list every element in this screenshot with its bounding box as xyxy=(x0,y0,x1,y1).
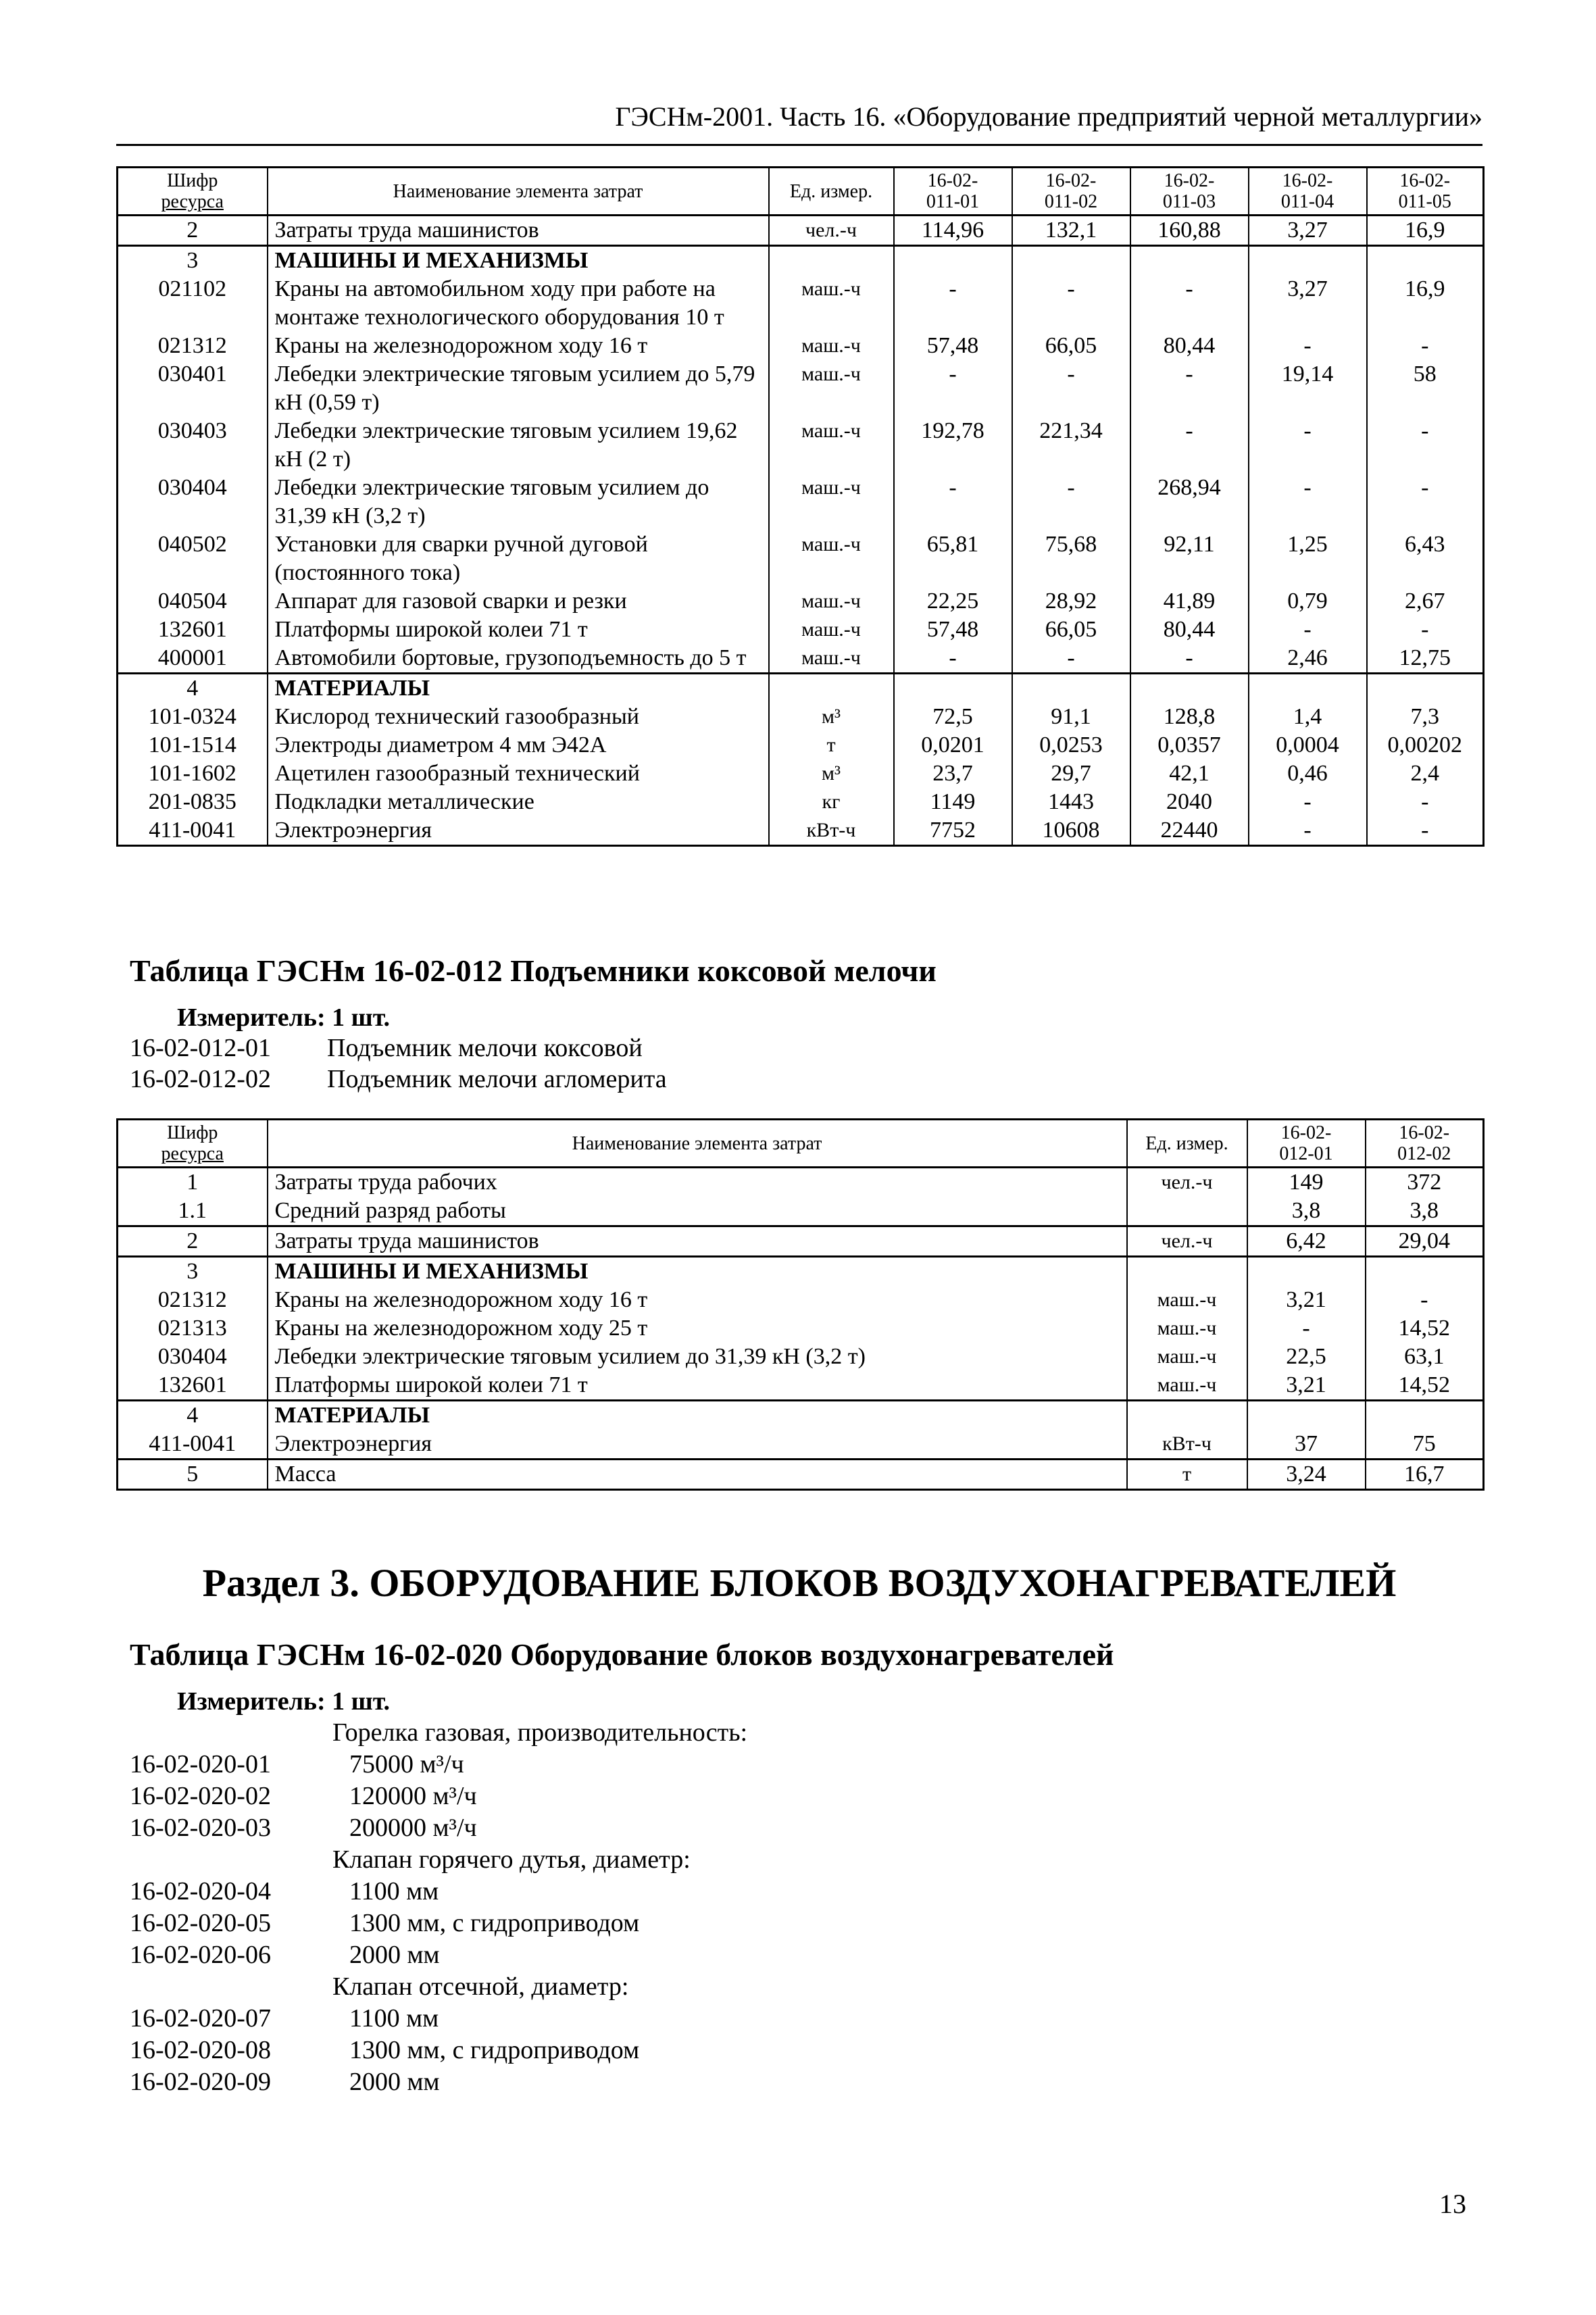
table-title: Таблица ГЭСНм 16-02-020 Оборудование блоков воздухонагревателей xyxy=(130,1637,1114,1672)
row-value: 0,0004 xyxy=(1249,731,1367,760)
row-unit: маш.-ч xyxy=(769,530,894,587)
row-unit: чел.-ч xyxy=(769,216,894,246)
row-unit: кг xyxy=(769,788,894,816)
list-item xyxy=(130,1939,941,1970)
row-code: 021313 xyxy=(118,1314,268,1343)
row-code: 201-0835 xyxy=(118,788,268,816)
row-value: 1,4 xyxy=(1249,703,1367,731)
row-code: 400001 xyxy=(118,644,268,674)
row-value: 57,48 xyxy=(894,616,1012,644)
table-row xyxy=(118,1371,1484,1401)
row-name: Установки для сварки ручной дуговой (постоянного тока) xyxy=(268,530,769,587)
row-value: 0,0357 xyxy=(1130,731,1249,760)
row-code: 101-0324 xyxy=(118,703,268,731)
row-code: 2 xyxy=(118,1226,268,1257)
header-rule xyxy=(116,144,1482,146)
list-item xyxy=(130,1749,941,1780)
row-value: 41,89 xyxy=(1130,587,1249,616)
row-value: 91,1 xyxy=(1012,703,1130,731)
row-value: 63,1 xyxy=(1366,1343,1484,1371)
table-row xyxy=(118,703,1484,731)
row-value: 3,8 xyxy=(1366,1197,1484,1226)
row-unit: чел.-ч xyxy=(1127,1226,1247,1257)
row-code: 4 xyxy=(118,674,268,703)
table-row xyxy=(118,216,1484,246)
row-unit: т xyxy=(769,731,894,760)
item-desc: 1300 мм, с гидроприводом xyxy=(349,2036,640,2064)
row-code: 411-0041 xyxy=(118,1430,268,1460)
table-row xyxy=(118,530,1484,587)
row-value xyxy=(894,246,1012,276)
row-value: 42,1 xyxy=(1130,760,1249,788)
row-value: - xyxy=(1249,816,1367,846)
row-value: 149 xyxy=(1247,1168,1366,1197)
row-value: 6,42 xyxy=(1247,1226,1366,1257)
table-row xyxy=(118,1430,1484,1460)
row-code: 5 xyxy=(118,1460,268,1490)
col-unit-header: Ед. измер. xyxy=(769,168,894,216)
col-name-header: Наименование элемента затрат xyxy=(268,1120,1127,1168)
row-unit: маш.-ч xyxy=(1127,1314,1247,1343)
row-unit: маш.-ч xyxy=(1127,1286,1247,1314)
list-item xyxy=(130,1064,941,1095)
row-unit: т xyxy=(1127,1460,1247,1490)
row-value: 0,0201 xyxy=(894,731,1012,760)
row-value: 3,21 xyxy=(1247,1371,1366,1401)
table-16-02-011 xyxy=(116,166,1485,847)
row-value: - xyxy=(1249,788,1367,816)
item-desc: 2000 мм xyxy=(349,2068,440,2096)
row-value: 128,8 xyxy=(1130,703,1249,731)
row-name: Краны на автомобильном ходу при работе на монтаже технологического оборудования 10 т xyxy=(268,275,769,332)
row-value: - xyxy=(1012,474,1130,530)
item-code: 16-02-020-06 xyxy=(130,1941,271,1969)
row-value: 0,00202 xyxy=(1367,731,1484,760)
row-value: - xyxy=(1367,474,1484,530)
row-unit xyxy=(1127,1401,1247,1430)
row-name: Краны на железнодорожном ходу 16 т xyxy=(268,332,769,360)
row-name: Лебедки электрические тяговым усилием до 5,79 кН (0,59 т) xyxy=(268,360,769,417)
col-norm-header: 16-02- 011-04 xyxy=(1249,168,1367,216)
row-value: 58 xyxy=(1367,360,1484,417)
row-name: Краны на железнодорожном ходу 25 т xyxy=(268,1314,1127,1343)
row-code: 2 xyxy=(118,216,268,246)
row-name: Платформы широкой колеи 71 т xyxy=(268,1371,1127,1401)
table-row xyxy=(118,474,1484,530)
row-code: 021312 xyxy=(118,332,268,360)
row-value: - xyxy=(1367,788,1484,816)
row-unit: маш.-ч xyxy=(769,587,894,616)
row-code: 3 xyxy=(118,1257,268,1287)
row-unit: кВт-ч xyxy=(769,816,894,846)
row-value: 22,5 xyxy=(1247,1343,1366,1371)
item-desc: Подъемник мелочи коксовой xyxy=(327,1034,643,1062)
row-value: 3,21 xyxy=(1247,1286,1366,1314)
row-code: 030404 xyxy=(118,1343,268,1371)
row-value: 1149 xyxy=(894,788,1012,816)
row-name: Затраты труда машинистов xyxy=(268,216,769,246)
row-value: - xyxy=(1012,644,1130,674)
row-value: 114,96 xyxy=(894,216,1012,246)
row-unit: маш.-ч xyxy=(769,275,894,332)
row-code: 030404 xyxy=(118,474,268,530)
row-name: Масса xyxy=(268,1460,1127,1490)
row-value xyxy=(1249,674,1367,703)
row-value: 80,44 xyxy=(1130,332,1249,360)
row-name: МАТЕРИАЛЫ xyxy=(268,674,769,703)
item-code: 16-02-012-01 xyxy=(130,1034,271,1062)
group-heading: Клапан горячего дутья, диаметр: xyxy=(332,1845,691,1874)
row-value xyxy=(894,674,1012,703)
item-desc: Подъемник мелочи агломерита xyxy=(327,1065,667,1093)
row-value xyxy=(1012,246,1130,276)
item-desc: 120000 м³/ч xyxy=(349,1782,477,1810)
row-value xyxy=(1012,674,1130,703)
row-value: 16,9 xyxy=(1367,216,1484,246)
row-value: 1,25 xyxy=(1249,530,1367,587)
row-value: 16,7 xyxy=(1366,1460,1484,1490)
row-value: 92,11 xyxy=(1130,530,1249,587)
table-row xyxy=(118,360,1484,417)
row-value: - xyxy=(1367,616,1484,644)
row-value: 22440 xyxy=(1130,816,1249,846)
list-item xyxy=(130,2066,941,2097)
row-value: - xyxy=(894,275,1012,332)
row-name: Подкладки металлические xyxy=(268,788,769,816)
row-value: 1443 xyxy=(1012,788,1130,816)
row-code: 040504 xyxy=(118,587,268,616)
table-row xyxy=(118,1401,1484,1430)
row-name: Лебедки электрические тяговым усилием до 31,39 кН (3,2 т) xyxy=(268,474,769,530)
row-name: Средний разряд работы xyxy=(268,1197,1127,1226)
table-row xyxy=(118,1343,1484,1371)
item-code: 16-02-020-02 xyxy=(130,1782,271,1810)
row-value: 0,79 xyxy=(1249,587,1367,616)
row-value: 192,78 xyxy=(894,417,1012,474)
table-title: Таблица ГЭСНм 16-02-012 Подъемники коксовой мелочи xyxy=(130,953,937,988)
row-value: 37 xyxy=(1247,1430,1366,1460)
item-code: 16-02-020-09 xyxy=(130,2068,271,2096)
row-name: Лебедки электрические тяговым усилием 19,62 кН (2 т) xyxy=(268,417,769,474)
row-value: 6,43 xyxy=(1367,530,1484,587)
row-value: - xyxy=(1249,417,1367,474)
table-row xyxy=(118,1168,1484,1197)
row-value: 29,7 xyxy=(1012,760,1130,788)
row-value: 132,1 xyxy=(1012,216,1130,246)
row-code: 4 xyxy=(118,1401,268,1430)
table-row xyxy=(118,816,1484,846)
table-row xyxy=(118,417,1484,474)
row-name: Затраты труда машинистов xyxy=(268,1226,1127,1257)
row-name: Автомобили бортовые, грузоподъемность до 5 т xyxy=(268,644,769,674)
item-desc: 2000 мм xyxy=(349,1941,440,1969)
item-desc: 75000 м³/ч xyxy=(349,1750,464,1778)
row-code: 1 xyxy=(118,1168,268,1197)
table-row xyxy=(118,332,1484,360)
table-row xyxy=(118,246,1484,276)
row-value: 65,81 xyxy=(894,530,1012,587)
row-unit: м³ xyxy=(769,760,894,788)
page-number: 13 xyxy=(1439,2189,1466,2219)
row-code: 021312 xyxy=(118,1286,268,1314)
item-code: 16-02-012-02 xyxy=(130,1065,271,1093)
row-value: 12,75 xyxy=(1367,644,1484,674)
row-unit xyxy=(769,246,894,276)
row-value: 0,0253 xyxy=(1012,731,1130,760)
row-code: 030401 xyxy=(118,360,268,417)
row-unit: маш.-ч xyxy=(769,417,894,474)
row-value: 10608 xyxy=(1012,816,1130,846)
row-code: 411-0041 xyxy=(118,816,268,846)
row-value: - xyxy=(1366,1286,1484,1314)
table-row xyxy=(118,788,1484,816)
row-value: 66,05 xyxy=(1012,616,1130,644)
row-code: 132601 xyxy=(118,1371,268,1401)
table-row xyxy=(118,587,1484,616)
row-value xyxy=(1366,1401,1484,1430)
row-value xyxy=(1130,674,1249,703)
row-value: 22,25 xyxy=(894,587,1012,616)
col-code-header: Шифр ресурса xyxy=(118,168,268,216)
item-code: 16-02-020-01 xyxy=(130,1750,271,1778)
table-row xyxy=(118,1226,1484,1257)
col-norm-header: 16-02- 011-01 xyxy=(894,168,1012,216)
item-code: 16-02-020-05 xyxy=(130,1909,271,1937)
row-name: Лебедки электрические тяговым усилием до 31,39 кН (3,2 т) xyxy=(268,1343,1127,1371)
row-name: Аппарат для газовой сварки и резки xyxy=(268,587,769,616)
row-value: - xyxy=(1130,417,1249,474)
row-value: - xyxy=(1367,332,1484,360)
table-body xyxy=(118,1168,1484,1490)
row-value: - xyxy=(1249,332,1367,360)
table-16-02-012 xyxy=(116,1118,1485,1491)
row-value: - xyxy=(894,644,1012,674)
col-norm-header: 16-02- 012-02 xyxy=(1366,1120,1484,1168)
col-norm-header: 16-02- 012-01 xyxy=(1247,1120,1366,1168)
row-value: 372 xyxy=(1366,1168,1484,1197)
table-row xyxy=(118,731,1484,760)
row-value: 57,48 xyxy=(894,332,1012,360)
col-code-header: Шифр ресурса xyxy=(118,1120,268,1168)
row-value: 0,46 xyxy=(1249,760,1367,788)
row-value: 75 xyxy=(1366,1430,1484,1460)
row-value: - xyxy=(894,474,1012,530)
row-value: 3,27 xyxy=(1249,275,1367,332)
table-header-row xyxy=(118,168,1484,216)
row-name: Краны на железнодорожном ходу 16 т xyxy=(268,1286,1127,1314)
list-item xyxy=(130,2003,941,2034)
row-name: Электроэнергия xyxy=(268,816,769,846)
row-unit: маш.-ч xyxy=(769,360,894,417)
row-code: 030403 xyxy=(118,417,268,474)
row-unit: маш.-ч xyxy=(1127,1343,1247,1371)
row-value: 2,46 xyxy=(1249,644,1367,674)
row-name: Электроды диаметром 4 мм Э42А xyxy=(268,731,769,760)
page-header: ГЭСНм-2001. Часть 16. «Оборудование предприятий черной металлургии» xyxy=(615,101,1482,132)
row-value xyxy=(1130,246,1249,276)
row-value: 72,5 xyxy=(894,703,1012,731)
row-value: 2040 xyxy=(1130,788,1249,816)
row-value: 23,7 xyxy=(894,760,1012,788)
row-value: 3,24 xyxy=(1247,1460,1366,1490)
list-item xyxy=(130,1908,941,1939)
row-value: 7752 xyxy=(894,816,1012,846)
row-value xyxy=(1249,246,1367,276)
row-value: - xyxy=(1012,275,1130,332)
table-row xyxy=(118,1197,1484,1226)
row-value: - xyxy=(1130,644,1249,674)
group-heading: Клапан отсечной, диаметр: xyxy=(332,1972,629,2001)
col-name-header: Наименование элемента затрат xyxy=(268,168,769,216)
row-code: 1.1 xyxy=(118,1197,268,1226)
list-item xyxy=(130,1876,941,1907)
section-title: Раздел 3. ОБОРУДОВАНИЕ БЛОКОВ ВОЗДУХОНАГРЕВАТЕЛЕЙ xyxy=(202,1561,1397,1605)
table-row xyxy=(118,674,1484,703)
row-value: 75,68 xyxy=(1012,530,1130,587)
row-unit: чел.-ч xyxy=(1127,1168,1247,1197)
row-unit xyxy=(1127,1257,1247,1287)
row-value: 2,67 xyxy=(1367,587,1484,616)
row-value xyxy=(1366,1257,1484,1287)
table-row xyxy=(118,616,1484,644)
row-value: - xyxy=(1367,417,1484,474)
table-row xyxy=(118,1314,1484,1343)
meter-label: Измеритель: 1 шт. xyxy=(177,1687,391,1716)
row-unit: м³ xyxy=(769,703,894,731)
table-row xyxy=(118,760,1484,788)
row-code: 040502 xyxy=(118,530,268,587)
row-value xyxy=(1247,1401,1366,1430)
row-value: 16,9 xyxy=(1367,275,1484,332)
table-row xyxy=(118,275,1484,332)
row-value: 160,88 xyxy=(1130,216,1249,246)
row-value: 3,8 xyxy=(1247,1197,1366,1226)
list-item xyxy=(130,1032,941,1064)
item-code: 16-02-020-08 xyxy=(130,2036,271,2064)
row-value: - xyxy=(1249,474,1367,530)
row-value xyxy=(1247,1257,1366,1287)
row-code: 3 xyxy=(118,246,268,276)
row-value: 3,27 xyxy=(1249,216,1367,246)
col-unit-header: Ед. измер. xyxy=(1127,1120,1247,1168)
row-code: 101-1602 xyxy=(118,760,268,788)
row-name: Кислород технический газообразный xyxy=(268,703,769,731)
row-value xyxy=(1367,674,1484,703)
table-header-row xyxy=(118,1120,1484,1168)
row-value: - xyxy=(1130,275,1249,332)
list-item xyxy=(130,1812,941,1843)
row-unit: маш.-ч xyxy=(769,332,894,360)
row-unit xyxy=(1127,1197,1247,1226)
item-desc: 1100 мм xyxy=(349,2004,439,2033)
meter-label: Измеритель: 1 шт. xyxy=(177,1003,391,1032)
row-name: Затраты труда рабочих xyxy=(268,1168,1127,1197)
table-row xyxy=(118,1257,1484,1287)
col-norm-header: 16-02- 011-03 xyxy=(1130,168,1249,216)
row-code: 021102 xyxy=(118,275,268,332)
row-unit: кВт-ч xyxy=(1127,1430,1247,1460)
col-norm-header: 16-02- 011-05 xyxy=(1367,168,1484,216)
row-value: 14,52 xyxy=(1366,1314,1484,1343)
row-value: 66,05 xyxy=(1012,332,1130,360)
row-value: 2,4 xyxy=(1367,760,1484,788)
row-unit: маш.-ч xyxy=(769,644,894,674)
row-value: - xyxy=(1249,616,1367,644)
row-value: 19,14 xyxy=(1249,360,1367,417)
row-value: - xyxy=(1367,816,1484,846)
row-value: - xyxy=(1130,360,1249,417)
row-value: - xyxy=(894,360,1012,417)
row-name: МАТЕРИАЛЫ xyxy=(268,1401,1127,1430)
row-value: - xyxy=(1247,1314,1366,1343)
row-code: 132601 xyxy=(118,616,268,644)
row-unit xyxy=(769,674,894,703)
list-item xyxy=(130,1781,941,1812)
row-unit: маш.-ч xyxy=(1127,1371,1247,1401)
table-row xyxy=(118,1460,1484,1490)
row-value: - xyxy=(1012,360,1130,417)
row-code: 101-1514 xyxy=(118,731,268,760)
row-unit: маш.-ч xyxy=(769,474,894,530)
table-row xyxy=(118,1286,1484,1314)
col-norm-header: 16-02- 011-02 xyxy=(1012,168,1130,216)
item-code: 16-02-020-03 xyxy=(130,1814,271,1842)
item-code: 16-02-020-04 xyxy=(130,1877,271,1906)
row-value: 29,04 xyxy=(1366,1226,1484,1257)
row-name: Электроэнергия xyxy=(268,1430,1127,1460)
row-unit: маш.-ч xyxy=(769,616,894,644)
row-value: 28,92 xyxy=(1012,587,1130,616)
row-value: 7,3 xyxy=(1367,703,1484,731)
row-name: МАШИНЫ И МЕХАНИЗМЫ xyxy=(268,1257,1127,1287)
item-code: 16-02-020-07 xyxy=(130,2004,271,2033)
row-value: 268,94 xyxy=(1130,474,1249,530)
row-value: 221,34 xyxy=(1012,417,1130,474)
table-row xyxy=(118,644,1484,674)
item-desc: 1300 мм, с гидроприводом xyxy=(349,1909,640,1937)
row-value: 14,52 xyxy=(1366,1371,1484,1401)
row-value xyxy=(1367,246,1484,276)
table-body xyxy=(118,216,1484,846)
list-item xyxy=(130,2035,941,2066)
item-desc: 200000 м³/ч xyxy=(349,1814,477,1842)
group-heading: Горелка газовая, производительность: xyxy=(332,1718,748,1747)
item-desc: 1100 мм xyxy=(349,1877,439,1906)
row-name: Платформы широкой колеи 71 т xyxy=(268,616,769,644)
row-value: 80,44 xyxy=(1130,616,1249,644)
row-name: Ацетилен газообразный технический xyxy=(268,760,769,788)
row-name: МАШИНЫ И МЕХАНИЗМЫ xyxy=(268,246,769,276)
